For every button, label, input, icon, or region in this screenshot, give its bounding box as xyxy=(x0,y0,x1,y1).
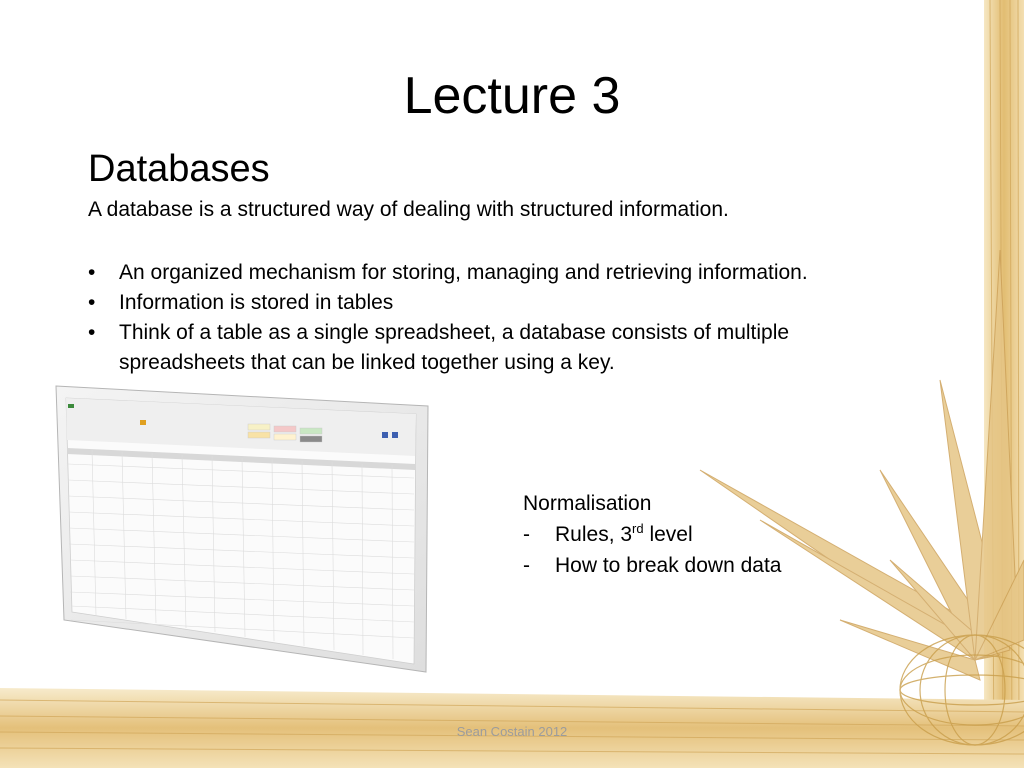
bullet-item xyxy=(88,288,918,318)
dash-marker: - xyxy=(523,523,530,546)
spreadsheet-screenshot xyxy=(52,384,432,676)
bullet-item xyxy=(88,318,918,378)
bullet-marker: • xyxy=(88,261,96,284)
bullet-text: Information is stored in tables xyxy=(119,291,394,314)
normalisation-item xyxy=(523,550,781,581)
bullet-text: Think of a table as a single spreadsheet, a database consists of multiple spreadsheets that can be linked together using a key. xyxy=(119,321,790,374)
normalisation-item-text: How to break down data xyxy=(555,554,782,577)
normalisation-heading: Normalisation xyxy=(523,492,652,515)
bullet-marker: • xyxy=(88,291,96,314)
dash-marker: - xyxy=(523,554,530,577)
footer-credit: Sean Costain 2012 xyxy=(456,724,568,739)
normalisation-notes xyxy=(523,488,781,581)
superscript: rd xyxy=(632,521,644,536)
bullet-text: An organized mechanism for storing, managing and retrieving information. xyxy=(119,261,808,284)
normalisation-item xyxy=(523,519,781,550)
bullet-item xyxy=(88,258,918,288)
bullet-list xyxy=(88,258,918,378)
section-heading: Databases xyxy=(88,148,270,190)
slide-title: Lecture 3 xyxy=(403,67,621,125)
intro-text: A database is a structured way of dealing with structured information. xyxy=(88,198,729,221)
normalisation-item-text: Rules, 3 xyxy=(555,523,633,546)
normalisation-item-suffix: level xyxy=(643,523,693,546)
bullet-marker: • xyxy=(88,321,96,344)
